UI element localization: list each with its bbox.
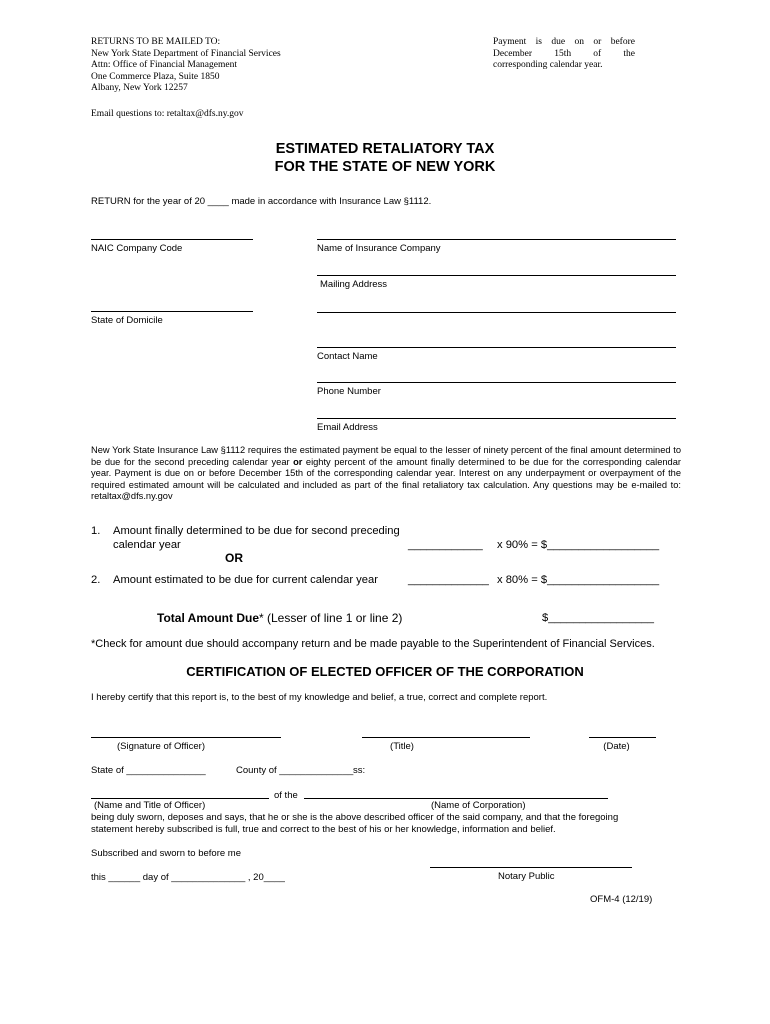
return-year-line[interactable]: RETURN for the year of 20 ____ made in accordance with Insurance Law §1112. — [91, 196, 432, 207]
email-field-line[interactable] — [317, 418, 676, 419]
sworn-date-field[interactable]: this ______ day of ______________ , 20____ — [91, 872, 285, 883]
line-2-result-field[interactable]: x 80% = $__________________ — [497, 574, 660, 586]
law-text-part-2: eighty percent of the amount finally determined to be due for the corresponding calendar year. Payment is due on or before December 15th of the corresponding calendar year. Interest on any underpayment or overpayment of the required estimated amount will be calculated and included as part of the final retaliatory tax calculation. Any questions may be e-mailed to: retaltax@dfs.ny.gov — [91, 456, 681, 501]
due-word: before — [610, 37, 635, 47]
total-label-bold: Total Amount Due — [157, 611, 259, 625]
oath-line-1: being duly sworn, deposes and says, that he or she is the above described officer of the said company, and that the foregoing — [91, 812, 619, 823]
notary-public-label: Notary Public — [498, 871, 555, 882]
law-paragraph — [91, 445, 681, 503]
county-of-field[interactable]: County of ______________ — [236, 765, 354, 776]
line-2-amount-field[interactable]: _____________ — [408, 574, 489, 586]
subscribed-sworn: Subscribed and sworn to before me — [91, 848, 241, 859]
company-name-label: Name of Insurance Company — [317, 243, 441, 254]
line-1-amount-field[interactable]: ____________ — [408, 539, 483, 551]
mail-line-5: Albany, New York 12257 — [91, 83, 188, 93]
due-word: Payment — [493, 37, 527, 47]
date-field-line[interactable] — [589, 737, 656, 738]
corporation-name-field-line[interactable] — [304, 798, 608, 799]
due-word: of — [593, 48, 602, 59]
certification-statement: I hereby certify that this report is, to the best of my knowledge and belief, a true, correct and complete report. — [91, 692, 548, 703]
due-word: 15th — [554, 48, 572, 59]
due-word: on — [574, 37, 584, 47]
due-word: is — [535, 37, 542, 47]
notary-signature-line[interactable] — [430, 867, 632, 868]
payment-note: *Check for amount due should accompany return and be made payable to the Superintendent of Financial Services. — [91, 638, 655, 650]
contact-name-field-line[interactable] — [317, 347, 676, 348]
mailing-address-field-line[interactable] — [317, 275, 676, 276]
of-the-label: of the — [274, 790, 298, 801]
naic-field-line[interactable] — [91, 239, 253, 240]
law-or-bold: or — [293, 456, 303, 467]
domicile-label: State of Domicile — [91, 315, 163, 326]
total-amount-field[interactable]: $_________________ — [542, 612, 654, 624]
form-title-line-2: FOR THE STATE OF NEW YORK — [274, 159, 496, 175]
company-name-field-line[interactable] — [317, 239, 676, 240]
due-line-3: corresponding calendar year. — [493, 60, 603, 70]
date-label: (Date) — [603, 741, 630, 752]
naic-label: NAIC Company Code — [91, 243, 183, 254]
mail-line-3: Attn: Office of Financial Management — [91, 60, 237, 70]
payment-due-note — [493, 37, 635, 72]
form-title-line-1: ESTIMATED RETALIATORY TAX — [275, 141, 495, 157]
corporation-name-label: (Name of Corporation) — [431, 800, 526, 811]
mailing-address-label: Mailing Address — [320, 279, 388, 290]
title-field-line[interactable] — [362, 737, 530, 738]
name-title-label: (Name and Title of Officer) — [94, 800, 206, 811]
due-word: December — [493, 48, 533, 59]
state-of-field[interactable]: State of _______________ — [91, 765, 206, 776]
total-amount-label — [157, 611, 402, 625]
signature-label: (Signature of Officer) — [116, 741, 205, 752]
due-word: due — [551, 37, 566, 47]
phone-label: Phone Number — [317, 386, 381, 397]
ss-label: ss: — [353, 765, 366, 776]
mail-line-1: RETURNS TO BE MAILED TO: — [91, 37, 221, 47]
signature-field-line[interactable] — [91, 737, 281, 738]
address-line-2[interactable] — [317, 312, 676, 313]
email-questions: Email questions to: retaltax@dfs.ny.gov — [91, 109, 244, 119]
contact-name-label: Contact Name — [317, 351, 378, 362]
due-word: the — [623, 48, 635, 59]
line-2-text: Amount estimated to be due for current calendar year — [113, 574, 378, 586]
mail-line-2: New York State Department of Financial Services — [91, 48, 281, 59]
oath-line-2: statement hereby subscribed is full, true and correct to the best of his or her knowledge, information and belief. — [91, 824, 556, 835]
phone-field-line[interactable] — [317, 382, 676, 383]
line-1-text: Amount finally determined to be due for second preceding — [113, 525, 400, 537]
mail-line-4: One Commerce Plaza, Suite 1850 — [91, 71, 220, 82]
certification-title: CERTIFICATION OF ELECTED OFFICER OF THE CORPORATION — [186, 664, 584, 679]
total-label-rest: * (Lesser of line 1 or line 2) — [259, 611, 403, 625]
due-word: or — [593, 37, 602, 47]
line-1-number: 1. — [91, 525, 101, 537]
or-separator: OR — [225, 551, 243, 565]
email-label: Email Address — [317, 422, 378, 433]
line-1-result-field[interactable]: x 90% = $__________________ — [497, 539, 660, 551]
mailing-address-block — [91, 37, 281, 95]
line-1-text-cont: calendar year — [113, 539, 181, 551]
law-text-part-1: New York State Insurance Law §1112 requires the estimated payment be equal to the lesser of ninety percent of the final amount determined to be due for the second preceding calendar year — [91, 445, 681, 467]
name-title-field-line[interactable] — [91, 798, 269, 799]
form-id: OFM-4 (12/19) — [590, 894, 653, 905]
line-2-number: 2. — [91, 574, 101, 586]
domicile-field-line[interactable] — [91, 311, 253, 312]
title-label: (Title) — [390, 741, 414, 752]
